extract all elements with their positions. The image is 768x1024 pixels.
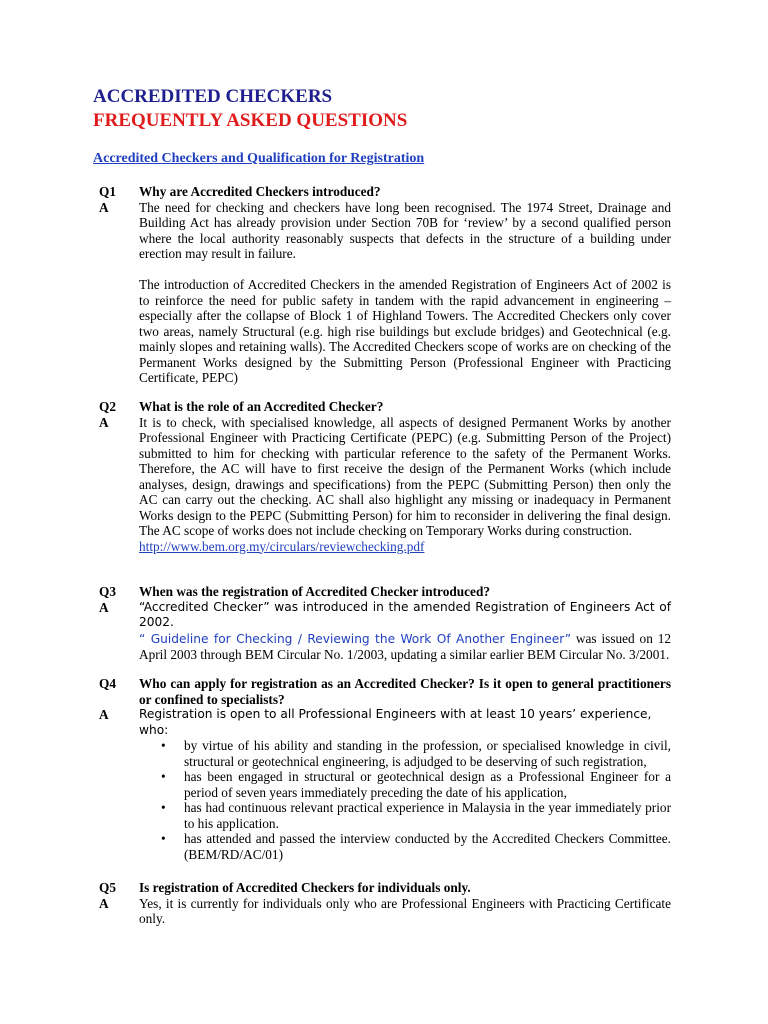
faq-item-q1	[99, 184, 671, 386]
requirements-list	[139, 738, 671, 862]
list-item: • has been engaged in structural or geotechnical design as a Professional Engineer for a period of seven years immediately preceding the date of his application,	[184, 769, 671, 800]
list-item: • has had continuous relevant practical experience in Malaysia in the year immediately prior to his application.	[184, 800, 671, 831]
question-label: Q4	[99, 676, 116, 691]
faq-item-q4	[99, 676, 671, 862]
answer-paragraph: “Accredited Checker” was introduced in the amended Registration of Engineers Act of 2002.	[139, 599, 671, 629]
answer-paragraph: Yes, it is currently for individuals only who are Professional Engineers with Practicing Certificate only.	[139, 895, 671, 926]
question-label: Q3	[99, 584, 116, 599]
question-text: What is the role of an Accredited Checker?	[139, 399, 384, 414]
question-label: Q1	[99, 184, 116, 199]
faq-item-q5	[99, 880, 671, 927]
answer-label: A	[99, 199, 109, 215]
question-label: Q2	[99, 399, 116, 414]
guideline-title: “ Guideline for Checking / Reviewing the Work Of Another Engineer”	[139, 631, 572, 646]
question-text: Why are Accredited Checkers introduced?	[139, 184, 381, 199]
answer-intro: Registration is open to all Professional Engineers with at least 10 years’ experience, who:	[139, 707, 652, 737]
answer-label: A	[99, 707, 109, 722]
answer-label: A	[99, 599, 109, 615]
section-heading: Accredited Checkers and Qualification for Registration	[93, 151, 425, 166]
faq-item-q3	[99, 584, 671, 663]
answer-label: A	[99, 895, 109, 911]
answer-label: A	[99, 414, 109, 430]
answer-paragraph: It is to check, with specialised knowledge, all aspects of designed Permanent Works by another Professional Engineer with Practicing Certificate (PEPC) (e.g. Submitting Person of the Project) submitted to him for checking with particular reference to the safety of the Permanent Works. Therefore, the AC will have to first receive the design of the Permanent Works (which include analyses, design, drawings and specifications) from the PEPC (Submitting Person) then only the AC can carry out the checking. AC shall also highlight any missing or inadequacy in Permanent Works design to the PEPC (Submitting Person) for him to reconsider in delivering the final design. The AC scope of works does not include checking on Temporary Works during construction.	[139, 414, 671, 538]
list-item: • by virtue of his ability and standing in the profession, or specialised knowledge in civil, structural or geotechnical engineering, is adjudged to be deserving of such registration,	[184, 738, 671, 769]
answer-paragraph: The introduction of Accredited Checkers in the amended Registration of Engineers Act of 2002 is to reinforce the need for public safety in tandem with the rapid advancement in engineering – especially after the collapse of Block 1 of Highland Towers. The Accredited Checkers only cover two areas, namely Structural (e.g. high rise buildings but exclude bridges) and Geotechnical (e.g. mainly slopes and retaining walls). The Accredited Checkers scope of works are on checking of the Permanent Works designed by the Submitting Person (Professional Engineer with Practicing Certificate, PEPC)	[139, 277, 671, 385]
question-text: When was the registration of Accredited Checker introduced?	[139, 584, 490, 599]
title-line-2: FREQUENTLY ASKED QUESTIONS	[93, 110, 408, 131]
answer-paragraph: was issued on 12 April 2003 through BEM Circular No. 1/2003, updating a similar earlier BEM Circular No. 3/2001.	[139, 630, 671, 662]
circular-link[interactable]: http://www.bem.org.my/circulars/reviewchecking.pdf	[139, 538, 425, 554]
question-label: Q5	[99, 880, 116, 895]
question-text: Is registration of Accredited Checkers for individuals only.	[139, 880, 471, 895]
list-item: • has attended and passed the interview conducted by the Accredited Checkers Committee. (BEM/RD/AC/01)	[184, 831, 671, 862]
answer-paragraph: The need for checking and checkers have long been recognised. The 1974 Street, Drainage and Building Act has already provision under Section 70B for ‘review’ by a second qualified person where the local authority reasonably suspects that defects in the structure of a building under erection may result in failure.	[139, 199, 671, 261]
faq-item-q2	[99, 399, 671, 554]
question-text: Who can apply for registration as an Accredited Checker? Is it open to general practitioners or confined to specialists?	[139, 676, 671, 707]
title-line-1: ACCREDITED CHECKERS	[93, 86, 333, 107]
